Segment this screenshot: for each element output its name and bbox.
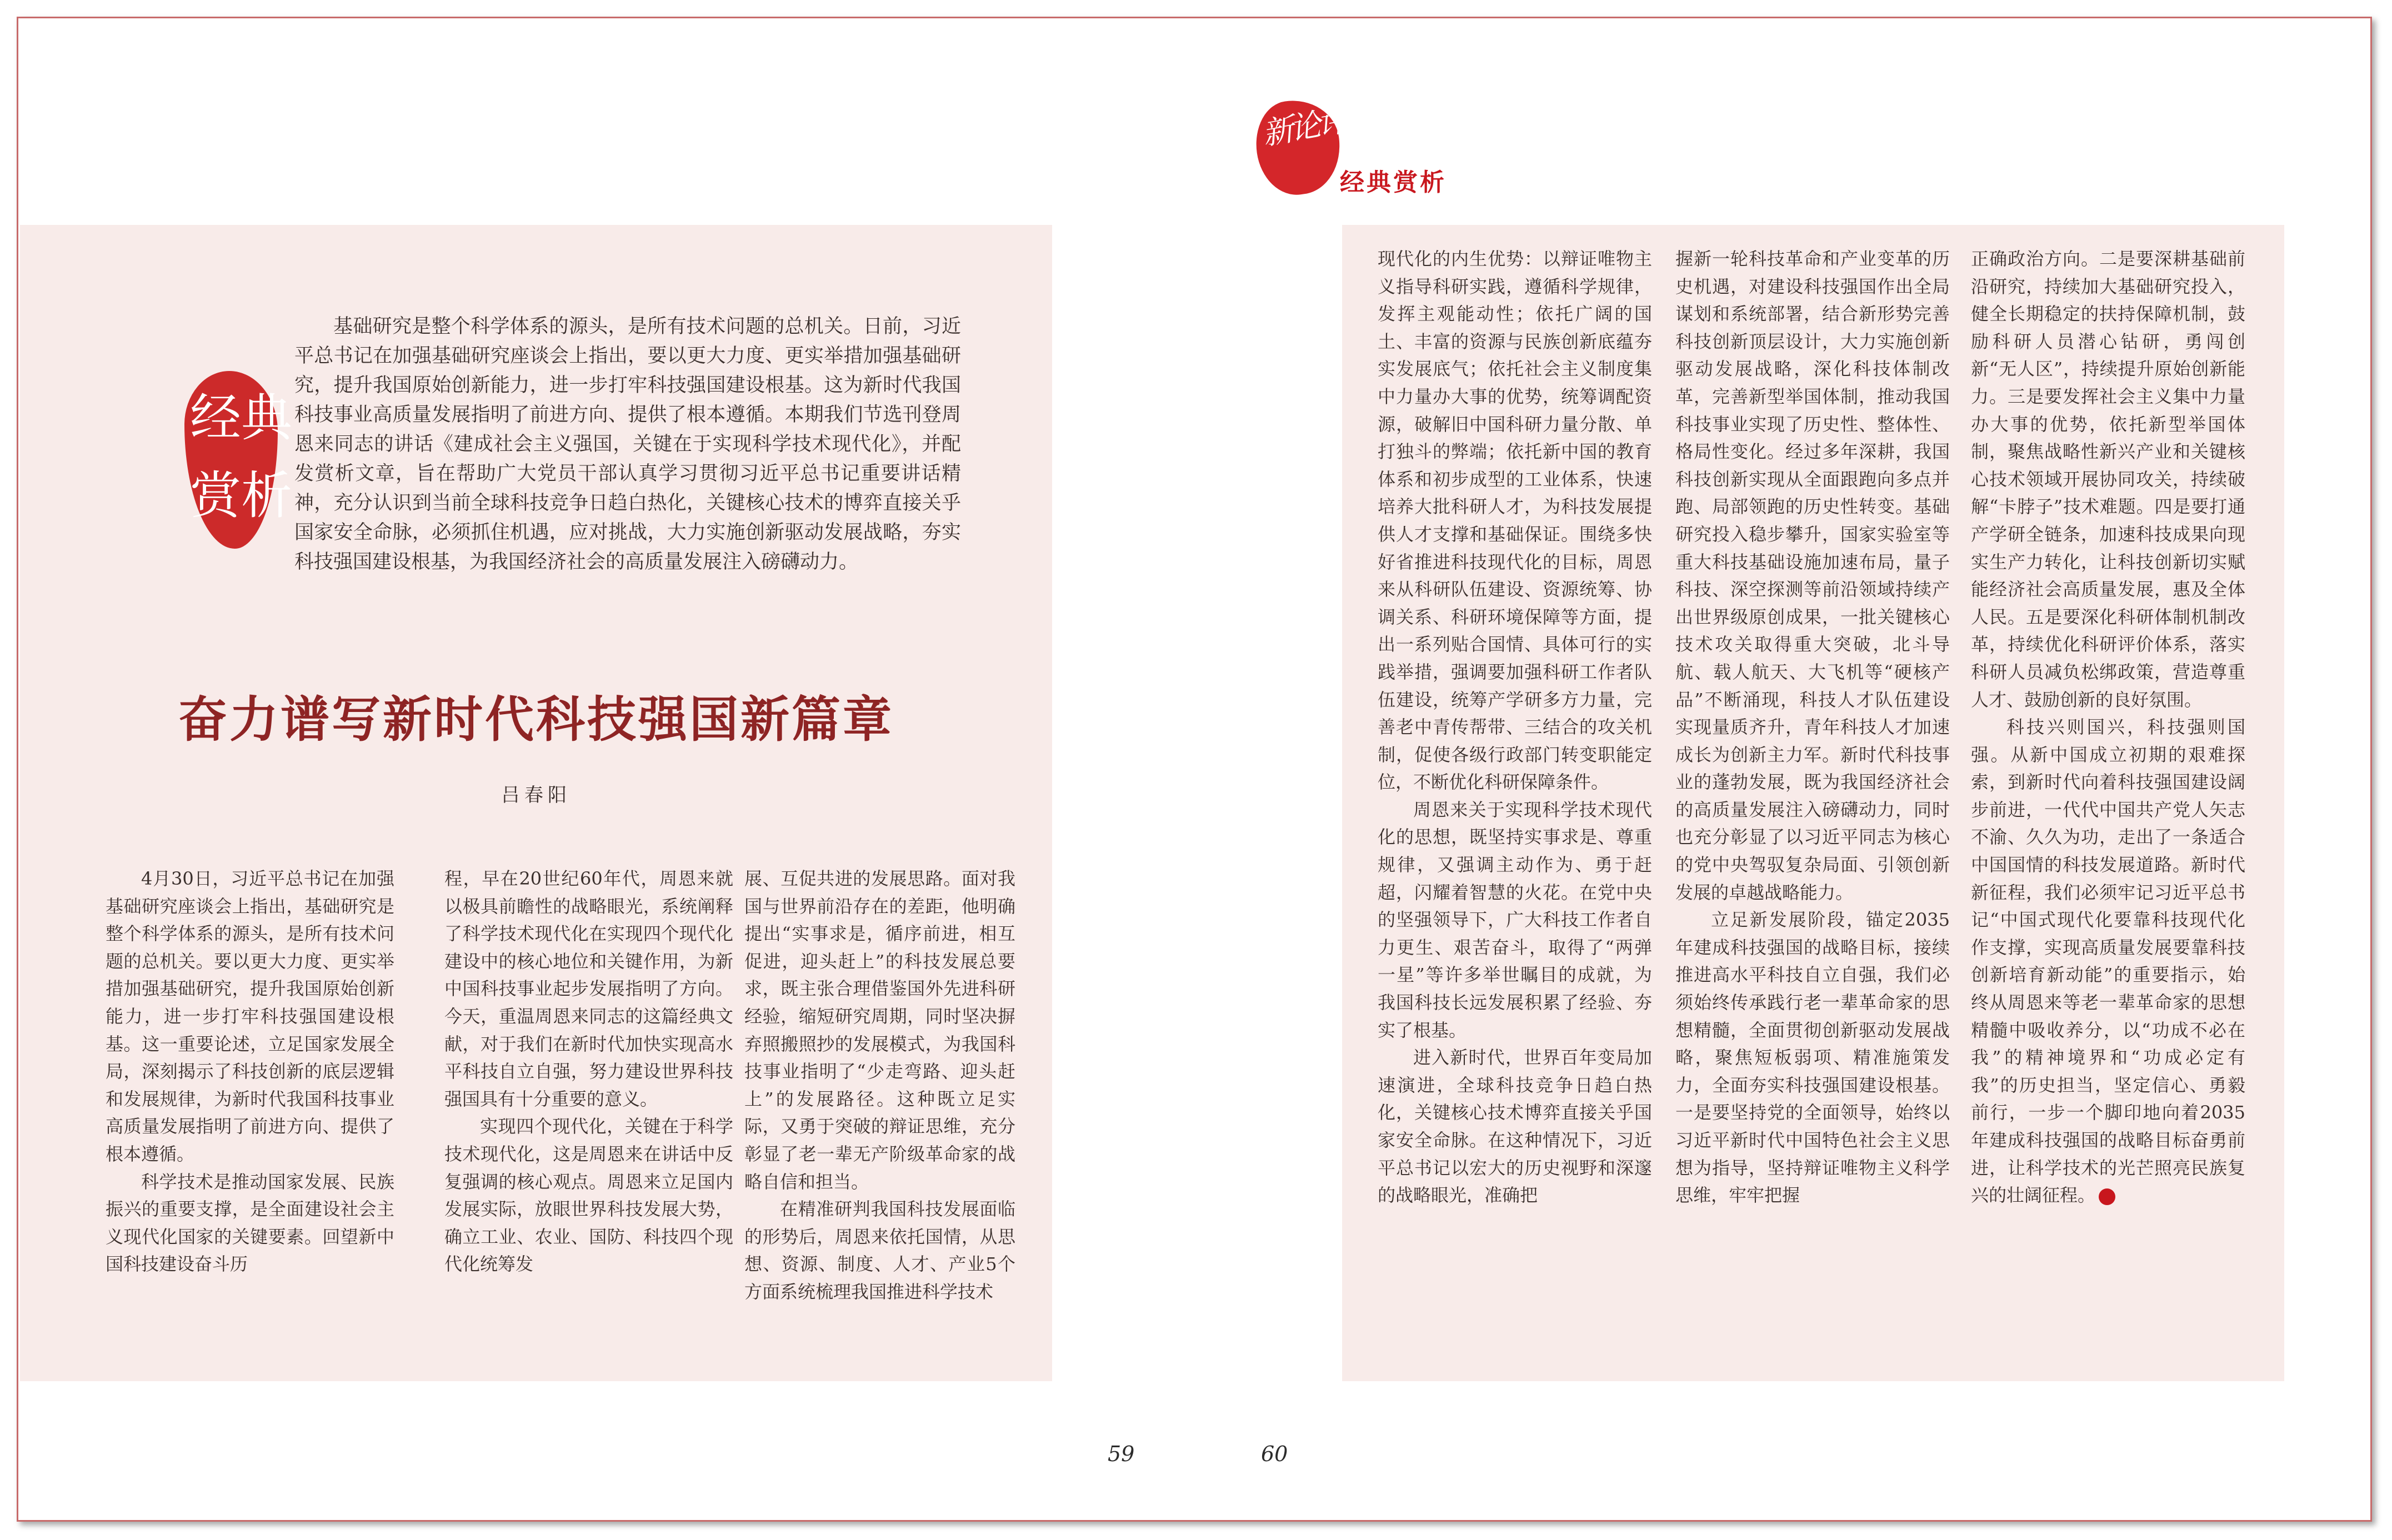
paragraph: 立足新发展阶段，锚定2035年建成科技强国的战略目标，接续推进高水平科技自立自强，我们必须始终传承践行老一辈革命家的思想精髓，全面贯彻创新驱动发展战略，聚焦短板弱项、精准施策发力，全面夯实科技强国建设根基。一是要坚持党的全面领导，始终以习近平新时代中国特色社会主义思想为指导，坚持辩证唯物主义科学思维，牢牢把握 — [1675, 909, 1950, 1206]
article-title: 奋力谱写新时代科技强国新篇章 — [178, 690, 894, 748]
section-label: 经典赏析 — [1340, 168, 1447, 197]
body-column-left-2 — [444, 865, 733, 1278]
paragraph: 进入新时代，世界百年变局加速演进，全球科技竞争日趋白热化，关键核心技术博弈直接关乎国家安全命脉。在这种情况下，习近平总书记以宏大的历史视野和深邃的战略眼光，准确把 — [1378, 1047, 1652, 1206]
paragraph-text: 科技兴则国兴，科技强则国强。从新中国成立初期的艰难探索，到新时代向着科技强国建设阔步前进，一代代中国共产党人矢志不渝、久久为功，走出了一条适合中国国情的科技发展道路。新时代新征程，我们必须牢记习近平总书记“中国式现代化要靠科技现代化作支撑，实现高质量发展要靠科技创新培育新动能”的重要指示，始终从周恩来等老一辈革命家的思想精髓中吸收养分，以“功成不必在我”的精神境界和“功成必定有我”的历史担当，坚定信心、勇毅前行，一步一个脚印地向着2035年建成科技强国的战略目标奋勇前进，让科学技术的光芒照亮民族复兴的壮阔征程。 — [1971, 716, 2245, 1206]
paragraph: 实现四个现代化，关键在于科学技术现代化，这是周恩来在讲话中反复强调的核心观点。周恩来立足国内发展实际，放眼世界科技发展大势，确立工业、农业、国防、科技四个现代化统筹发 — [444, 1116, 733, 1275]
end-mark-icon — [2099, 1188, 2115, 1205]
paragraph: 展、互促共进的发展思路。面对我国与世界前沿存在的差距，他明确提出“实事求是，循序前进，相互促进，迎头赶上”的科技发展总要求，既主张合理借鉴国外先进科研经验，缩短研究周期，同时坚决摒弃照搬照抄的发展模式，为我国科技事业指明了“少走弯路、迎头赶上”的发展路径。这种既立足实际，又勇于突破的辩证思维，充分彰显了老一辈无产阶级革命家的战略自信和担当。 — [744, 868, 1015, 1192]
seal-char: 经 — [190, 388, 242, 448]
seal-char: 赏 — [190, 466, 242, 525]
seal-char: 析 — [241, 466, 293, 525]
paragraph: 现代化的内生优势：以辩证唯物主义指导科研实践，遵循科学规律，发挥主观能动性；依托广阔的国土、丰富的资源与民族创新底蕴夯实发展底气；依托社会主义制度集中力量办大事的优势，统筹调配资源，破解旧中国科研力量分散、单打独斗的弊端；依托新中国的教育体系和初步成型的工业体系，快速培养大批科研人才，为科技发展提供人才支撑和基础保证。围绕多快好省推进科技现代化的目标，周恩来从科研队伍建设、资源统筹、协调关系、科研环境保障等方面，提出一系列贴合国情、具体可行的实践举措，强调要加强科研工作者队伍建设，统筹产学研多方力量，完善老中青传帮带、三结合的攻关机制，促使各级行政部门转变职能定位，不断优化科研保障条件。 — [1378, 248, 1652, 793]
body-column-right-2 — [1675, 245, 1950, 1210]
page-number-right: 60 — [1261, 1442, 1288, 1466]
classic-appreciation-seal — [181, 371, 293, 549]
body-column-left-1 — [106, 865, 394, 1278]
article-author: 吕春阳 — [501, 784, 571, 806]
seal-characters — [190, 382, 293, 538]
section-header-logo — [1257, 100, 1445, 205]
paragraph: 科学技术是推动国家发展、民族振兴的重要支撑，是全面建设社会主义现代化国家的关键要素。回望新中国科技建设奋斗历 — [106, 1171, 394, 1275]
paragraph: 程，早在20世纪60年代，周恩来就以极具前瞻性的战略眼光，系统阐释了科学技术现代化在实现四个现代化建设中的核心地位和关键作用，为新中国科技事业起步发展指明了方向。今天，重温周恩来同志的这篇经典文献，对于我们在新时代加快实现高水平科技自立自强，努力建设世界科技强国具有十分重要的意义。 — [444, 868, 733, 1110]
seal-char: 典 — [241, 388, 293, 448]
body-column-right-3 — [1971, 245, 2245, 1210]
paragraph: 握新一轮科技革命和产业变革的历史机遇，对建设科技强国作出全局谋划和系统部署，结合新形势完善科技创新顶层设计，大力实施创新驱动发展战略，深化科技体制改革，完善新型举国体制，推动我国科技事业实现了历史性、整体性、格局性变化。经过多年深耕，我国科技创新实现从全面跟跑向多点并跑、局部领跑的历史性转变。基础研究投入稳步攀升，国家实验室等重大科技基础设施加速布局，量子科技、深空探测等前沿领域持续产出世界级原创成果，一批关键核心技术攻关取得重大突破，北斗导航、载人航天、大飞机等“硬核产品”不断涌现，科技人才队伍建设实现量质齐升，青年科技人才加速成长为创新主力军。新时代科技事业的蓬勃发展，既为我国经济社会的高质量发展注入磅礴动力，同时也充分彰显了以习近平同志为核心的党中央驾驭复杂局面、引领创新发展的卓越战略能力。 — [1675, 248, 1950, 903]
body-column-right-1 — [1378, 245, 1652, 1210]
paragraph: 4月30日，习近平总书记在加强基础研究座谈会上指出，基础研究是整个科学体系的源头，是所有技术问题的总机关。要以更大力度、更实举措加强基础研究，提升我国原始创新能力，进一步打牢科技强国建设根基。这一重要论述，立足国家发展全局，深刻揭示了科技创新的底层逻辑和发展规律，为新时代我国科技事业高质量发展指明了前进方向、提供了根本遵循。 — [106, 868, 394, 1165]
paragraph: 周恩来关于实现科学技术现代化的思想，既坚持实事求是、尊重规律，又强调主动作为、勇于赶超，闪耀着智慧的火花。在党中央的坚强领导下，广大科技工作者自力更生、艰苦奋斗，取得了“两弹一星”等许多举世瞩目的成就，为我国科技长远发展积累了经验、夯实了根基。 — [1378, 799, 1652, 1041]
body-column-left-3 — [744, 865, 1015, 1306]
editor-intro: 基础研究是整个科学体系的源头，是所有技术问题的总机关。日前，习近平总书记在加强基础研究座谈会上指出，要以更大力度、更实举措加强基础研究，提升我国原始创新能力，进一步打牢科技强国建设根基。这为新时代我国科技事业高质量发展指明了前进方向、提供了根本遵循。本期我们节选刊登周恩来同志的讲话《建成社会主义强国，关键在于实现科学技术现代化》，并配发赏析文章，旨在帮助广大党员干部认真学习贯彻习近平总书记重要讲话精神，充分认识到当前全球科技竞争日趋白热化，关键核心技术的博弈直接关乎国家安全命脉，必须抓住机遇，应对挑战，大力实施创新驱动发展战略，夯实科技强国建设根基，为我国经济社会的高质量发展注入磅礴动力。 — [294, 315, 961, 573]
logo-script-text: 新论评 — [1259, 102, 1348, 153]
paragraph-final — [1971, 714, 2245, 1210]
paragraph: 正确政治方向。二是要深耕基础前沿研究，持续加大基础研究投入，健全长期稳定的扶持保障机制，鼓励科研人员潜心钻研，勇闯创新“无人区”，持续提升原始创新能力。三是要发挥社会主义集中力量办大事的优势，依托新型举国体制，聚焦战略性新兴产业和关键核心技术领域开展协同攻关，持续破解“卡脖子”技术难题。四是要打通产学研全链条，加速科技成果向现实生产力转化，让科技创新切实赋能经济社会高质量发展，惠及全体人民。五是要深化科研体制机制改革，持续优化科研评价体系，落实科研人员减负松绑政策，营造尊重人才、鼓励创新的良好氛围。 — [1971, 248, 2245, 710]
paragraph: 在精准研判我国科技发展面临的形势后，周恩来依托国情，从思想、资源、制度、人才、产业5个方面系统梳理我国推进科学技术 — [744, 1198, 1015, 1302]
page-number-left: 59 — [1108, 1442, 1135, 1466]
